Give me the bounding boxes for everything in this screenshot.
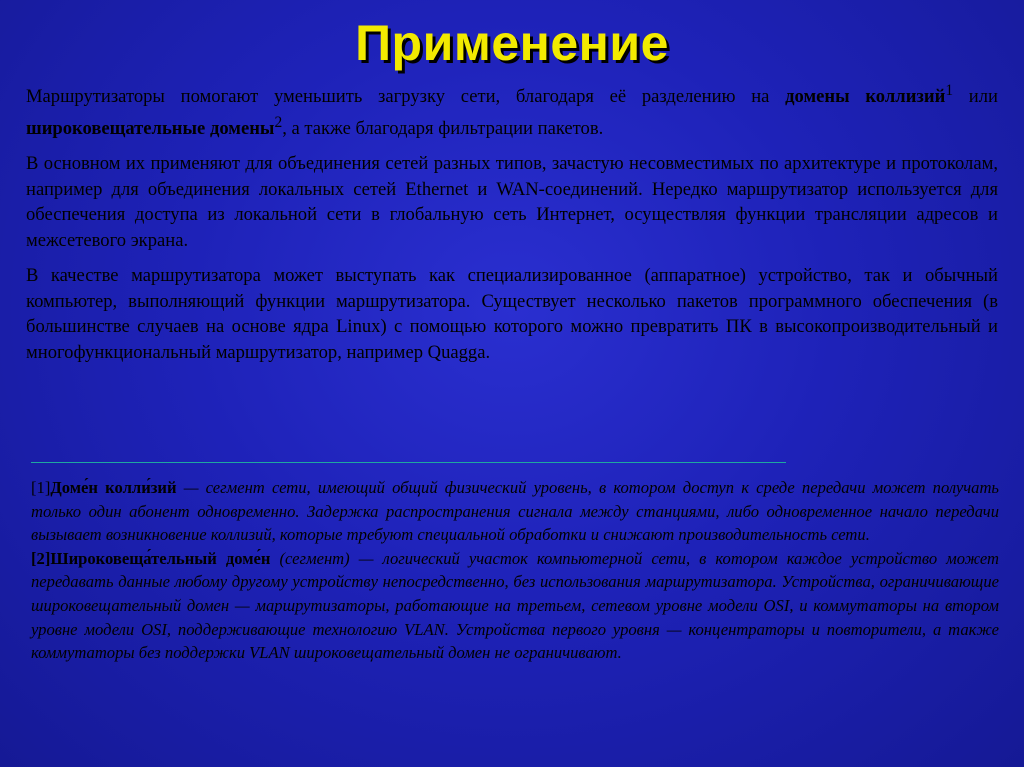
paragraph-devices: В качестве маршрутизатора может выступать как специализированное (аппаратное) устройство, так и обычный компьютер, выполняющий функции маршрутизатора. Существует несколько пакетов программного обеспечения (в большинстве случаев на основе ядра Linux) с помощью которого можно превратить ПК в высокопроизводительный и многофункциональный маршрутизатор, например Quagga. [26,265,998,363]
footnote-text: (сегмент) — логический участок компьютерной сети, в котором каждое устройство может передавать данные любому другому устройству непосредственно, без использования маршрутизатора. Устройства, ограничивающие широковещательный домен — маршрутизаторы, работающие на третьем, сетевом уровне модели OSI, и коммутаторы на втором уровне модели OSI, поддерживающие технологию VLAN. Устройства первого уровня — концентраторы и повторители, а также коммутаторы без поддержки VLAN широковещательный домен не ограничивают. [31,548,999,663]
footnote-term: Широковеща́тельный доме́н [50,548,271,568]
paragraph-text: , а также благодаря фильтрации пакетов. [282,117,604,139]
footnote-marker: [2] [31,548,51,568]
footnotes [31,476,999,665]
footnote-ref-2: 2 [274,113,283,131]
term-collision-domains: домены коллизий [785,86,946,108]
term-broadcast-domains: широковещательные домены [26,117,275,139]
footnote-ref-1: 1 [945,82,954,99]
slide-title: Применение [355,15,669,71]
footnote-divider [31,462,786,463]
slide-body [26,78,998,375]
footnote-marker: [1] [31,478,51,497]
footnote-term: Доме́н колли́зий [50,478,177,497]
paragraph-networks: В основном их применяют для объединения сетей разных типов, зачастую несовместимых по архитектуре и протоколам, например для объединения локальных сетей Ethernet и WAN-соединений. Нередко маршрутизатор используется для обеспечения доступа из локальной сети в глобальную сеть Интернет, осуществляя функции трансляции адресов и межсетевого экрана. [26,153,998,251]
paragraph-text: Маршрутизаторы помогают уменьшить загрузку сети, благодаря её разделению на [26,86,786,108]
paragraph-text: или [953,86,998,108]
footnote-text: — сегмент сети, имеющий общий физический уровень, в котором доступ к среде передачи может получать только один абонент одновременно. Задержка распространения сигнала между станциями, либо одновременное начало передачи вызывает возникновение коллизий, которые требуют специальной обработки и снижают производительность сети. [31,478,999,545]
footnote-2 [31,547,999,665]
footnote-1 [31,476,999,547]
paragraph-usage [26,78,998,141]
